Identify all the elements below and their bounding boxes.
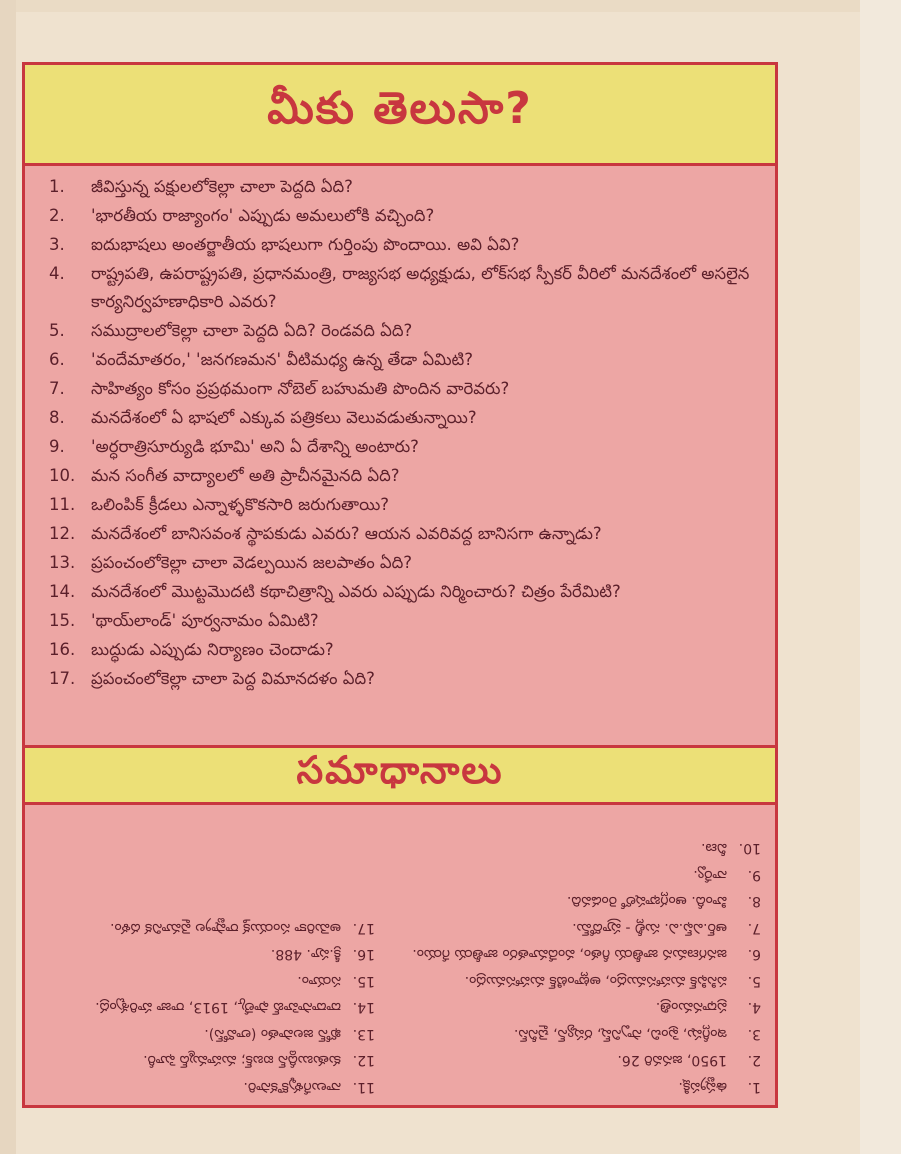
question-number: 16.: [49, 640, 76, 659]
question-text: మనదేశంలో ఏ భాషలో ఎక్కువ పత్రికలు వెలువడుతున్నాయి?: [91, 408, 477, 427]
question-number: 11.: [49, 495, 76, 514]
question-text: 'భారతీయ రాజ్యాంగం' ఎప్పుడు అమలులోకి వచ్చింది?: [91, 206, 435, 225]
answer-item: [15, 1074, 375, 1101]
question-number: 4.: [49, 264, 65, 283]
paper-top-edge: [0, 0, 901, 12]
question-item: [49, 520, 769, 548]
question-number: 14.: [49, 582, 76, 601]
question-list: [49, 173, 769, 694]
question-text: ఒలింపిక్ క్రీడలు ఎన్నాళ్ళకొకసారి జరుగుతాయి?: [91, 495, 390, 514]
answer-item: [401, 915, 761, 942]
question-item: [49, 346, 769, 374]
answer-number: 8.: [747, 893, 761, 910]
answer-number: 2.: [747, 1052, 761, 1069]
question-number: 7.: [49, 379, 65, 398]
answer-text: దాదాసాహెబ్ ఫాల్కే, 1913, రాజా హరిశ్చంద్ర.: [95, 999, 341, 1016]
answers-column-11-17: [15, 915, 375, 1101]
question-text: సాహిత్యం కోసం ప్రప్రథమంగా నోబెల్ బహుమతి పొందిన వారెవరు?: [91, 379, 510, 398]
answer-item: [15, 1047, 375, 1074]
answer-text: జనగణమన జాతీయ గీతం, వందేమాతరం జాతీయ గేయం.: [412, 946, 727, 963]
question-number: 17.: [49, 669, 76, 688]
question-item: [49, 375, 769, 403]
answer-item: [15, 994, 375, 1021]
answer-item: [401, 968, 761, 995]
question-text: మన సంగీత వాద్యాలలో అతి ప్రాచీనమైనది ఏది?: [91, 466, 400, 485]
answer-text: అమెరికా సంయుక్త రాష్ట్రాల వైమానిక దళం.: [110, 920, 341, 936]
answer-number: 11.: [352, 1079, 375, 1095]
question-item: [49, 202, 769, 230]
answer-text: ఉష్ట్రపక్షి.: [678, 1079, 727, 1095]
answer-text: పసిఫిక్ మహాసముద్రం, అట్లాంటిక్ మహాసముద్రం.: [464, 973, 727, 989]
answers-title: సమాధానాలు: [296, 748, 504, 792]
answer-item: [15, 915, 375, 942]
answers-block-upside-down: [25, 808, 775, 1108]
answer-item: [401, 1021, 761, 1048]
answer-number: 3.: [747, 1026, 761, 1042]
question-number: 15.: [49, 611, 76, 630]
answer-number: 17.: [352, 920, 375, 936]
answer-text: ఖోన్ జలపాతం (లావోస్).: [204, 1026, 341, 1042]
answer-number: 1.: [747, 1079, 761, 1095]
question-item: [49, 317, 769, 345]
answer-text: నాలుగేళ్ళకొకసారి.: [243, 1079, 341, 1095]
answer-item: [401, 835, 761, 862]
answer-number: 6.: [747, 946, 761, 963]
answer-number: 9.: [747, 867, 761, 883]
answer-item: [401, 994, 761, 1021]
answers-column-1-10: [401, 835, 761, 1100]
answer-number: 14.: [352, 999, 375, 1016]
question-text: మనదేశంలో మొట్టమొదటి కథాచిత్రాన్ని ఎవరు ఎప్పుడు నిర్మించారు? చిత్రం పేరేమిటి?: [91, 582, 621, 601]
question-item: [49, 260, 769, 316]
answer-text: హిందీ. ఆంగ్లభాషలో రెండవది.: [566, 893, 727, 910]
answer-number: 12.: [352, 1052, 375, 1069]
quiz-title: మీకు తెలుసా?: [267, 83, 533, 134]
answer-item: [401, 941, 761, 968]
answer-item: [15, 1021, 375, 1048]
question-number: 2.: [49, 206, 65, 225]
answer-number: 15.: [352, 973, 375, 989]
question-text: 'థాయ్‌లాండ్' పూర్వనామం ఏమిటి?: [91, 611, 319, 630]
answer-item: [401, 1074, 761, 1101]
answer-number: 4.: [747, 999, 761, 1016]
quiz-frame: [22, 62, 778, 1108]
question-text: సముద్రాలలోకెల్లా చాలా పెద్దది ఏది? రెండవది ఏది?: [91, 321, 413, 340]
question-text: జీవిస్తున్న పక్షులలోకెల్లా చాలా పెద్దది ఏది?: [91, 177, 353, 196]
question-text: 'అర్ధరాత్రిసూర్యుడి భూమి' అని ఏ దేశాన్ని అంటారు?: [91, 437, 419, 456]
question-number: 6.: [49, 350, 65, 369]
question-text: ప్రపంచంలోకెల్లా చాలా పెద్ద విమానదళం ఏది?: [91, 669, 375, 688]
answer-item: [15, 968, 375, 995]
question-number: 1.: [49, 177, 65, 196]
question-text: మనదేశంలో బానిసవంశ స్థాపకుడు ఎవరు? ఆయన ఎవరివద్ద బానిసగా ఉన్నాడు?: [91, 524, 602, 543]
question-number: 13.: [49, 553, 76, 572]
answer-text: ఆర్.ఎఫ్.ఎ. సుల్లీ - ప్రూదోమ్.: [572, 920, 727, 936]
answer-item: [401, 888, 761, 915]
answer-number: 5.: [747, 973, 761, 989]
question-item: [49, 404, 769, 432]
answer-text: క్రీ.పూ. 488.: [270, 946, 341, 963]
answer-item: [401, 1047, 761, 1074]
quiz-title-banner: [25, 62, 775, 166]
paper-right-margin: [860, 0, 901, 1154]
question-text: 'వందేమాతరం,' 'జనగణమన' వీటిమధ్య ఉన్న తేడా ఏమిటి?: [91, 350, 474, 369]
answer-text: సయాం.: [297, 973, 341, 989]
question-item: [49, 578, 769, 606]
question-number: 9.: [49, 437, 65, 456]
answer-text: వీణ.: [701, 840, 727, 857]
question-item: [49, 607, 769, 635]
question-text: ప్రపంచంలోకెల్లా చాలా వెడల్పయిన జలపాతం ఏది?: [91, 553, 413, 572]
answer-item: [15, 941, 375, 968]
question-number: 12.: [49, 524, 76, 543]
question-item: [49, 462, 769, 490]
question-number: 3.: [49, 235, 65, 254]
answer-item: [401, 862, 761, 889]
question-item: [49, 549, 769, 577]
answer-text: ఇంగ్లీషు, ఫ్రెంచి, స్పానిష్, రష్యన్, చైనీస్.: [513, 1026, 727, 1042]
answer-text: 1950, జనవరి 26.: [617, 1052, 727, 1069]
answer-text: కుతుబుద్దీన్ ఐబక్; మహమ్మద్ ఘోరీ.: [143, 1052, 341, 1069]
answer-number: 10.: [738, 840, 761, 857]
question-item: [49, 173, 769, 201]
question-item: [49, 491, 769, 519]
question-text: రాష్ట్రపతి, ఉపరాష్ట్రపతి, ప్రధానమంత్రి, రాజ్యసభ అధ్యక్షుడు, లోక్‌సభ స్పీకర్ వీరిలో మనదేశంలో అసలైన కార్యనిర్వహణాధికారి ఎవరు?: [91, 264, 750, 311]
question-number: 5.: [49, 321, 65, 340]
paper-left-edge: [0, 0, 16, 1154]
question-item: [49, 231, 769, 259]
answer-number: 16.: [352, 946, 375, 963]
question-item: [49, 665, 769, 693]
answer-text: నార్వే.: [693, 867, 727, 883]
question-item: [49, 433, 769, 461]
answer-number: 7.: [747, 920, 761, 936]
question-number: 8.: [49, 408, 65, 427]
question-text: బుద్ధుడు ఎప్పుడు నిర్యాణం చెందాడు?: [91, 640, 334, 659]
answer-text: ప్రధానమంత్రి.: [655, 999, 727, 1016]
question-text: ఐదుభాషలు అంతర్జాతీయ భాషలుగా గుర్తింపు పొందాయి. అవి ఏవి?: [91, 235, 520, 254]
question-number: 10.: [49, 466, 76, 485]
answers-title-banner: [25, 745, 775, 805]
question-item: [49, 636, 769, 664]
answer-number: 13.: [352, 1026, 375, 1042]
